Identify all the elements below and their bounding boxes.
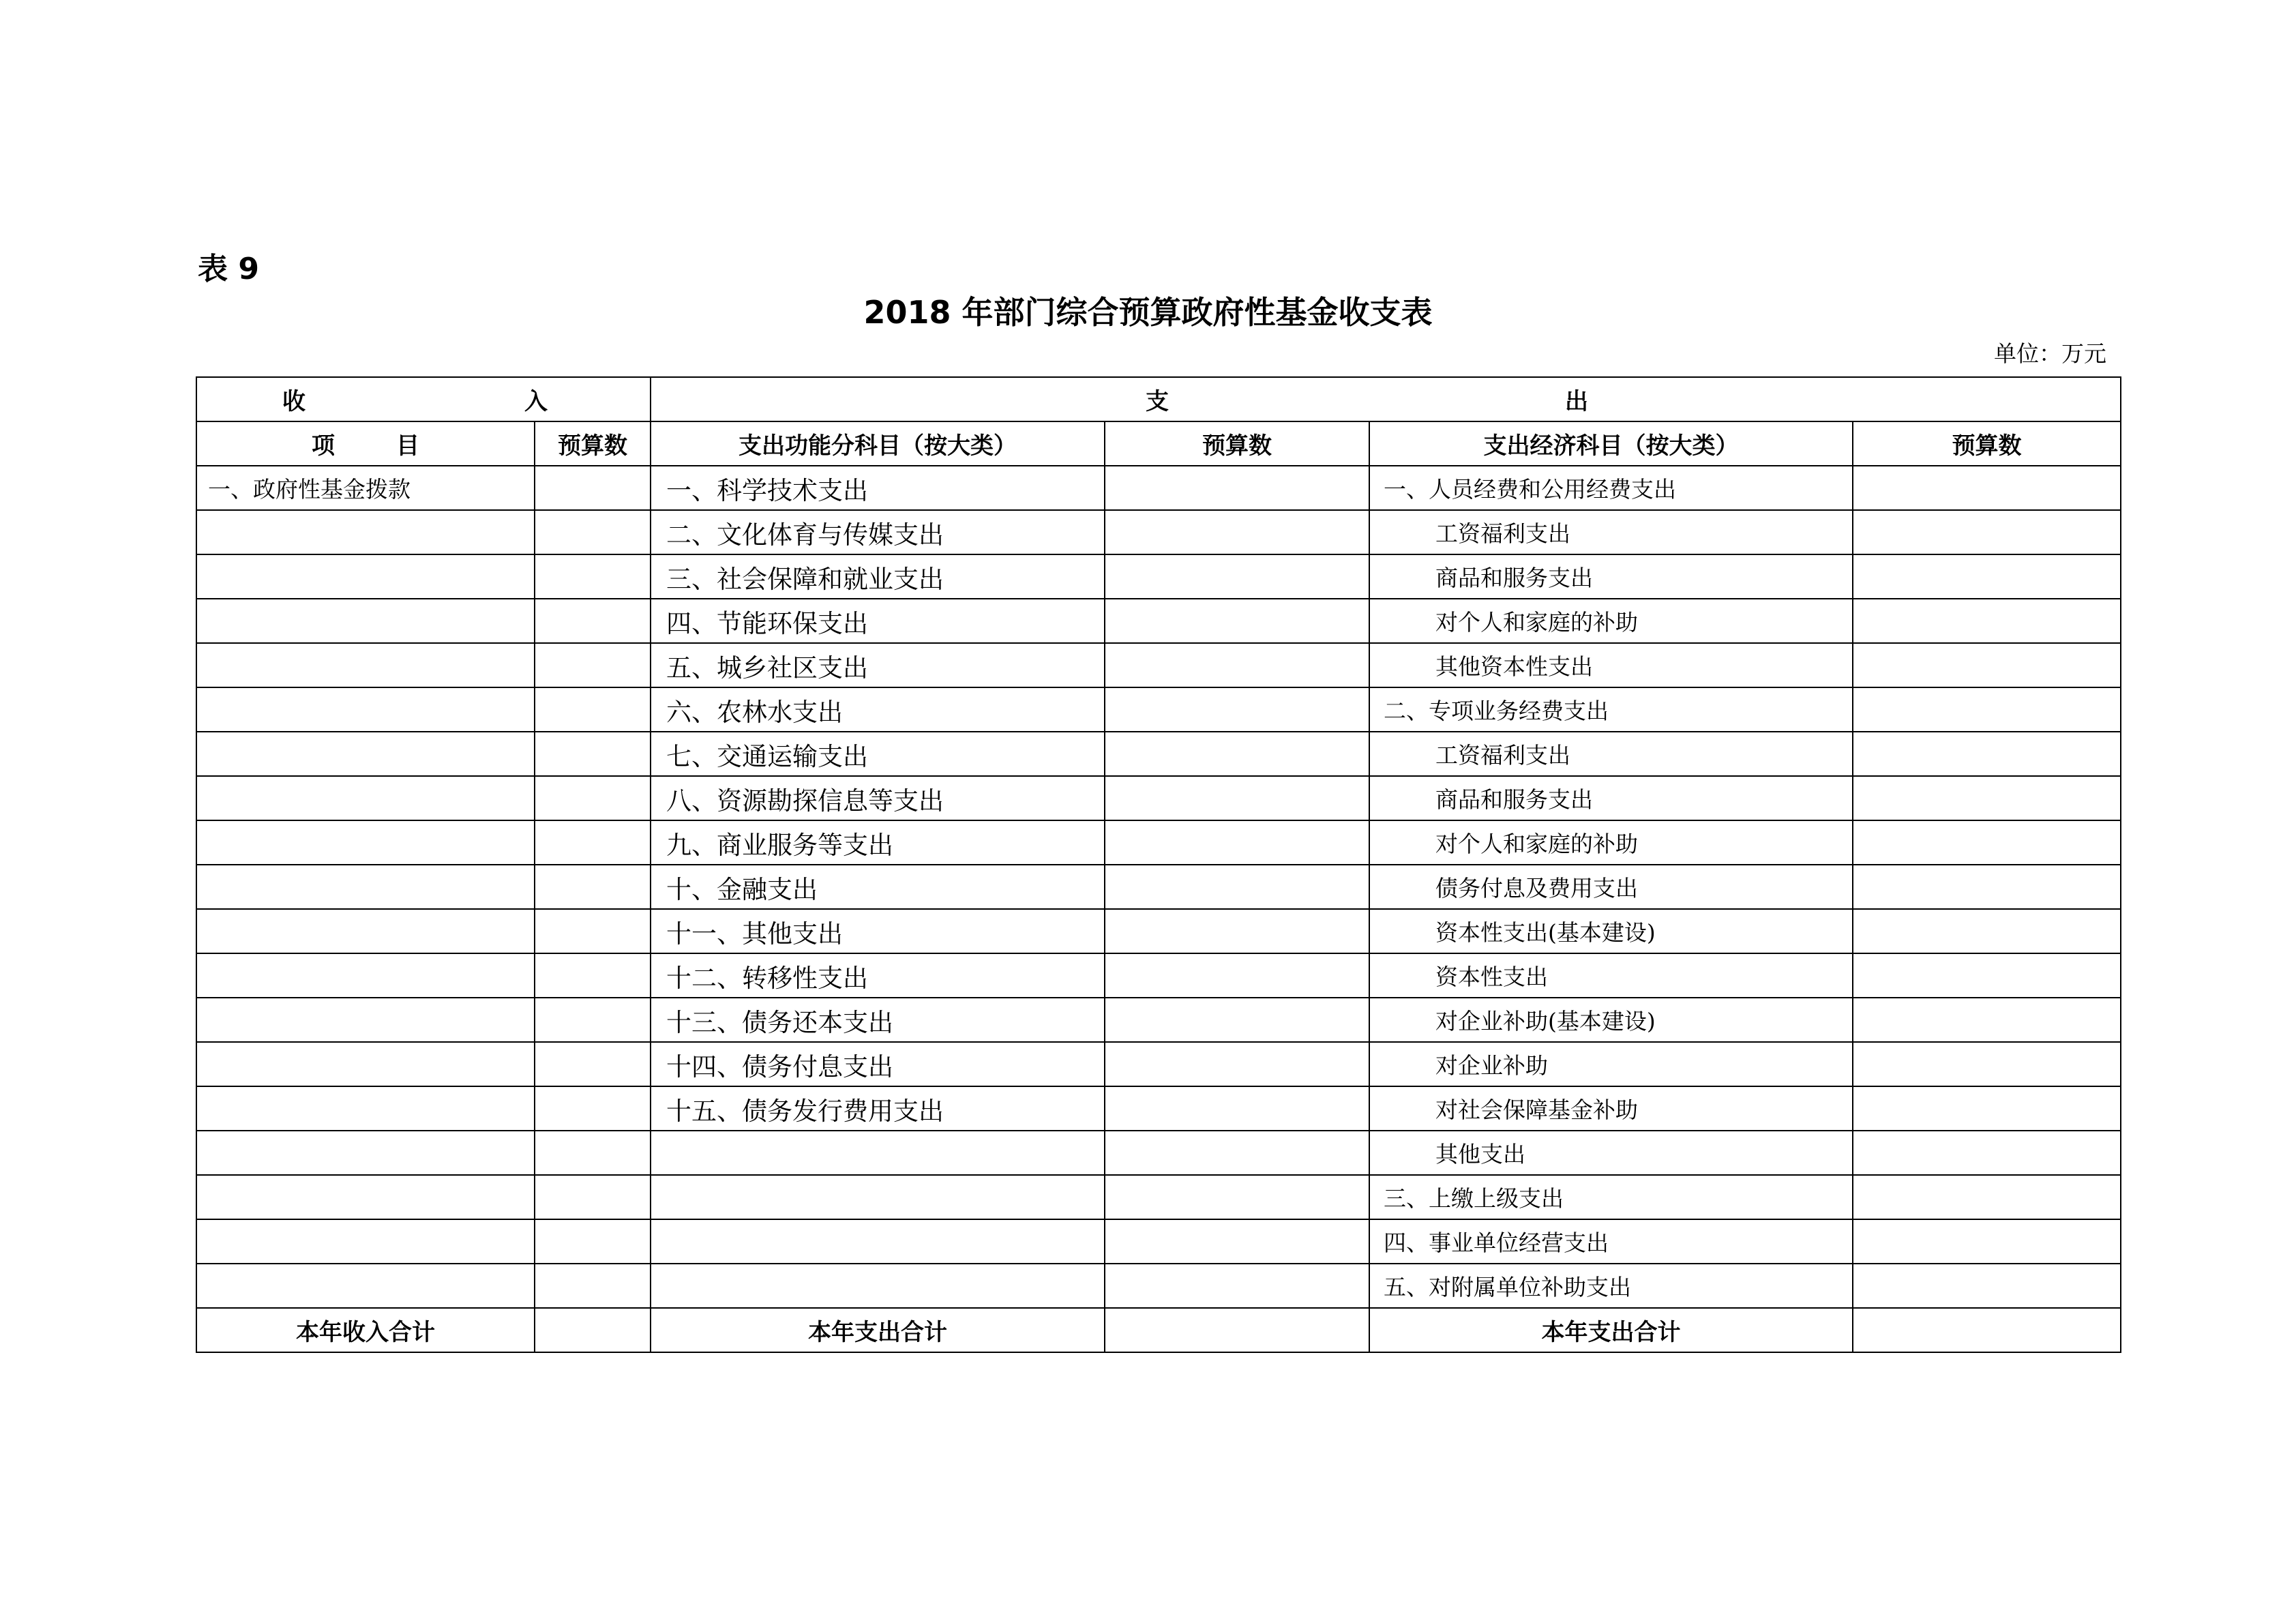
table-row <box>196 732 2121 776</box>
func-subject-cell: 十、金融支出 <box>651 865 1105 909</box>
table-row <box>196 510 2121 554</box>
econ-budget-cell <box>1853 466 2121 510</box>
income-item-cell <box>196 687 535 732</box>
econ-budget-cell <box>1853 643 2121 687</box>
econ-subject-cell: 对企业补助 <box>1369 1042 1853 1086</box>
func-budget-column-header: 预算数 <box>1105 421 1369 466</box>
income-budget-cell <box>535 732 651 776</box>
econ-subject-cell: 商品和服务支出 <box>1369 776 1853 820</box>
func-total-value <box>1105 1308 1369 1352</box>
unit-label: 单位：万元 <box>1994 340 2106 367</box>
func-subject-cell: 一、科学技术支出 <box>651 466 1105 510</box>
table-row <box>196 1264 2121 1308</box>
econ-budget-cell <box>1853 776 2121 820</box>
table-row <box>196 909 2121 953</box>
income-item-cell <box>196 953 535 998</box>
func-budget-cell <box>1105 820 1369 865</box>
income-budget-cell <box>535 466 651 510</box>
econ-subject-cell: 对个人和家庭的补助 <box>1369 820 1853 865</box>
func-subject-cell: 二、文化体育与传媒支出 <box>651 510 1105 554</box>
func-budget-cell <box>1105 1219 1369 1264</box>
income-item-cell <box>196 865 535 909</box>
econ-budget-cell <box>1853 1175 2121 1219</box>
func-subject-cell <box>651 1264 1105 1308</box>
table-row <box>196 466 2121 510</box>
income-item-cell <box>196 776 535 820</box>
econ-budget-cell <box>1853 687 2121 732</box>
func-subject-cell: 六、农林水支出 <box>651 687 1105 732</box>
income-budget-cell <box>535 1264 651 1308</box>
income-budget-cell <box>535 776 651 820</box>
func-subject-cell: 十二、转移性支出 <box>651 953 1105 998</box>
econ-budget-cell <box>1853 732 2121 776</box>
econ-subject-cell: 资本性支出(基本建设) <box>1369 909 1853 953</box>
table-row <box>196 1042 2121 1086</box>
table-row <box>196 1086 2121 1131</box>
item-header-char-2: 目 <box>396 432 419 460</box>
page-title: 2018 年部门综合预算政府性基金收支表 <box>863 294 1433 331</box>
table-row <box>196 865 2121 909</box>
econ-total-value <box>1853 1308 2121 1352</box>
econ-subject-cell: 资本性支出 <box>1369 953 1853 998</box>
income-budget-cell <box>535 1131 651 1175</box>
econ-budget-cell <box>1853 865 2121 909</box>
income-budget-cell <box>535 554 651 599</box>
econ-budget-cell <box>1853 554 2121 599</box>
income-budget-cell <box>535 599 651 643</box>
econ-subject-cell: 四、事业单位经营支出 <box>1369 1219 1853 1264</box>
income-total-label: 本年收入合计 <box>196 1308 535 1352</box>
econ-budget-cell <box>1853 1086 2121 1131</box>
income-budget-cell <box>535 510 651 554</box>
econ-budget-cell <box>1853 953 2121 998</box>
income-item-cell <box>196 998 535 1042</box>
econ-budget-cell <box>1853 1219 2121 1264</box>
income-budget-cell <box>535 953 651 998</box>
income-item-cell <box>196 732 535 776</box>
income-item-cell <box>196 1131 535 1175</box>
func-budget-cell <box>1105 643 1369 687</box>
table-row <box>196 599 2121 643</box>
income-item-cell <box>196 643 535 687</box>
func-budget-cell <box>1105 998 1369 1042</box>
func-subject-cell: 五、城乡社区支出 <box>651 643 1105 687</box>
table-row <box>196 1175 2121 1219</box>
budget-table <box>196 376 2121 1353</box>
econ-subject-cell: 三、上缴上级支出 <box>1369 1175 1853 1219</box>
item-header-char-1: 项 <box>312 432 335 460</box>
table-row <box>196 820 2121 865</box>
econ-budget-cell <box>1853 510 2121 554</box>
econ-subject-cell: 债务付息及费用支出 <box>1369 865 1853 909</box>
econ-subject-cell: 五、对附属单位补助支出 <box>1369 1264 1853 1308</box>
table-row <box>196 643 2121 687</box>
table-row <box>196 1131 2121 1175</box>
func-subject-cell <box>651 1219 1105 1264</box>
func-budget-cell <box>1105 510 1369 554</box>
income-budget-cell <box>535 1086 651 1131</box>
econ-subject-cell: 对社会保障基金补助 <box>1369 1086 1853 1131</box>
econ-subject-cell: 对个人和家庭的补助 <box>1369 599 1853 643</box>
table-row <box>196 776 2121 820</box>
income-budget-cell <box>535 909 651 953</box>
table-body <box>196 466 2121 1308</box>
func-budget-cell <box>1105 909 1369 953</box>
item-column-header <box>196 421 535 466</box>
expense-group-header <box>651 377 2121 421</box>
econ-subject-cell: 其他支出 <box>1369 1131 1853 1175</box>
income-item-cell <box>196 599 535 643</box>
func-subject-cell: 十一、其他支出 <box>651 909 1105 953</box>
expense-header-char-2: 出 <box>1565 388 1588 415</box>
func-budget-cell <box>1105 1175 1369 1219</box>
econ-subject-column-header: 支出经济科目（按大类） <box>1369 421 1853 466</box>
income-item-cell <box>196 909 535 953</box>
income-budget-cell <box>535 1042 651 1086</box>
func-subject-cell: 九、商业服务等支出 <box>651 820 1105 865</box>
econ-subject-cell: 一、人员经费和公用经费支出 <box>1369 466 1853 510</box>
table-row <box>196 998 2121 1042</box>
table-row <box>196 687 2121 732</box>
func-budget-cell <box>1105 865 1369 909</box>
income-item-cell <box>196 1042 535 1086</box>
income-budget-cell <box>535 643 651 687</box>
econ-budget-cell <box>1853 1042 2121 1086</box>
func-subject-cell <box>651 1175 1105 1219</box>
func-budget-cell <box>1105 599 1369 643</box>
econ-total-label: 本年支出合计 <box>1369 1308 1853 1352</box>
income-item-cell <box>196 1219 535 1264</box>
func-subject-cell: 十五、债务发行费用支出 <box>651 1086 1105 1131</box>
table-row <box>196 1219 2121 1264</box>
econ-subject-cell: 工资福利支出 <box>1369 732 1853 776</box>
income-item-cell: 一、政府性基金拨款 <box>196 466 535 510</box>
func-budget-cell <box>1105 466 1369 510</box>
econ-subject-cell: 对企业补助(基本建设) <box>1369 998 1853 1042</box>
table-label: 表 9 <box>198 252 259 286</box>
func-total-label: 本年支出合计 <box>651 1308 1105 1352</box>
income-item-cell <box>196 1175 535 1219</box>
econ-subject-cell: 商品和服务支出 <box>1369 554 1853 599</box>
income-budget-cell <box>535 865 651 909</box>
func-budget-cell <box>1105 1042 1369 1086</box>
func-subject-cell: 四、节能环保支出 <box>651 599 1105 643</box>
income-header-char-2: 入 <box>524 388 548 415</box>
func-budget-cell <box>1105 687 1369 732</box>
func-subject-cell: 十三、债务还本支出 <box>651 998 1105 1042</box>
econ-budget-cell <box>1853 1131 2121 1175</box>
expense-header-char-1: 支 <box>1146 388 1169 415</box>
income-total-value <box>535 1308 651 1352</box>
income-budget-cell <box>535 1219 651 1264</box>
income-budget-cell <box>535 998 651 1042</box>
income-header-char-1: 收 <box>282 388 305 415</box>
econ-budget-column-header: 预算数 <box>1853 421 2121 466</box>
econ-budget-cell <box>1853 909 2121 953</box>
func-subject-cell: 三、社会保障和就业支出 <box>651 554 1105 599</box>
income-budget-cell <box>535 1175 651 1219</box>
func-budget-cell <box>1105 776 1369 820</box>
econ-budget-cell <box>1853 599 2121 643</box>
income-item-cell <box>196 820 535 865</box>
income-item-cell <box>196 554 535 599</box>
group-header-row <box>196 377 2121 421</box>
func-budget-cell <box>1105 1131 1369 1175</box>
econ-subject-cell: 工资福利支出 <box>1369 510 1853 554</box>
table-row <box>196 554 2121 599</box>
table-row <box>196 953 2121 998</box>
income-budget-cell <box>535 820 651 865</box>
func-subject-cell: 八、资源勘探信息等支出 <box>651 776 1105 820</box>
income-budget-column-header: 预算数 <box>535 421 651 466</box>
func-budget-cell <box>1105 554 1369 599</box>
func-subject-cell: 七、交通运输支出 <box>651 732 1105 776</box>
econ-budget-cell <box>1853 1264 2121 1308</box>
econ-budget-cell <box>1853 820 2121 865</box>
func-budget-cell <box>1105 953 1369 998</box>
econ-budget-cell <box>1853 998 2121 1042</box>
income-item-cell <box>196 1264 535 1308</box>
func-subject-cell: 十四、债务付息支出 <box>651 1042 1105 1086</box>
func-budget-cell <box>1105 1086 1369 1131</box>
income-item-cell <box>196 1086 535 1131</box>
column-header-row <box>196 421 2121 466</box>
func-budget-cell <box>1105 1264 1369 1308</box>
func-budget-cell <box>1105 732 1369 776</box>
income-group-header <box>196 377 651 421</box>
total-row <box>196 1308 2121 1352</box>
econ-subject-cell: 其他资本性支出 <box>1369 643 1853 687</box>
func-subject-cell <box>651 1131 1105 1175</box>
func-subject-column-header: 支出功能分科目（按大类） <box>651 421 1105 466</box>
income-budget-cell <box>535 687 651 732</box>
econ-subject-cell: 二、专项业务经费支出 <box>1369 687 1853 732</box>
income-item-cell <box>196 510 535 554</box>
